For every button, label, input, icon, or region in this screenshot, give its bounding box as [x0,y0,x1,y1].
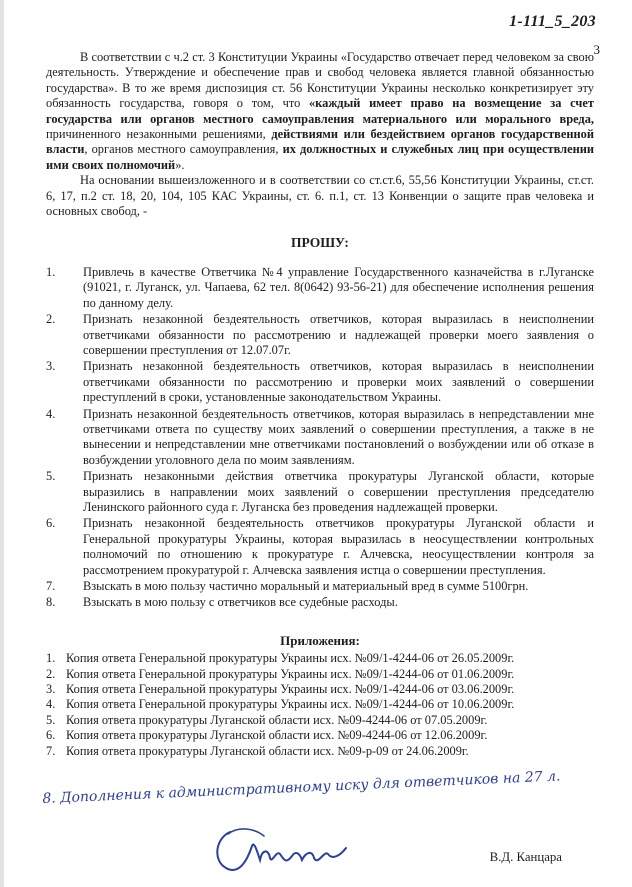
emphasis-text: действиями или бездействием органов государственной власти [46,127,594,157]
item-text: Копия ответа прокуратуры Луганской области исх. №09-4244-06 от 12.06.2009г. [66,728,488,743]
document-id: 1-111_5_203 [509,13,596,30]
request-item [46,407,594,469]
item-text: Признать незаконной бездеятельность ответчиков, которая выразилась в неисполнении ответчиками обязанности по рассмотрению и проверки моих заявлений о совершении преступлений в сроки, установленные законодательством Украины. [83,359,594,405]
attachment-item [46,713,594,728]
constitution-paragraph [46,50,594,173]
item-text: Копия ответа Генеральной прокуратуры Украины исх. №09/1-4244-06 от 26.05.2009г. [66,651,515,666]
paragraph-text: В соответствии с ч.2 ст. 3 Конституции Украины «Государство отвечает перед человеком за свою деятельность. Утверждение и обеспечение прав и свобод человека является главной обязанностью государства». В то же время диспозиция ст. 56 Конституции Украины несколько конкретизирует эту обязанность государства, говоря о том, что [46,50,594,111]
signature-stroke [217,832,346,870]
signature-mark [208,820,378,880]
scan-edge [0,0,4,887]
request-item [46,312,594,358]
request-list [46,265,594,611]
attachments-heading: Приложения: [280,632,360,648]
item-text: Взыскать в мою пользу с ответчиков все судебные расходы. [83,595,398,610]
item-number: 1. [46,651,56,666]
item-number: 7. [46,579,56,593]
request-item [46,469,594,515]
item-text: Копия ответа Генеральной прокуратуры Украины исх. №09/1-4244-06 от 10.06.2009г. [66,697,515,712]
request-item [46,579,594,594]
item-text: Копия ответа прокуратуры Луганской области исх. №09-4244-06 от 07.05.2009г. [66,712,488,727]
document-body [46,50,594,759]
paragraph-text: , органов местного самоуправления, [84,142,283,157]
attachments-list [46,651,594,759]
handwritten-note: 8. Дополнения к административному иску для ответчиков на 27 л. [42,768,561,807]
emphasis-text: «каждый имеет право на возмещение за счет государства или органов местного самоуправления материального или морального вреда, [46,96,594,126]
item-text: Копия ответа Генеральной прокуратуры Украины исх. №09/1-4244-06 от 01.06.2009г. [66,666,515,681]
item-number: 6. [46,516,56,531]
attachment-item [46,728,594,743]
item-text: Признать незаконной бездеятельность ответчиков прокуратуры Луганской области и Генеральной прокуратуры Украины, которая выразилась в неосуществлении контрольных полномочий по отношению к прокуратуре г. Алчевска, неосуществлении контроля за рассмотрением прокуратурой г. Алчевска заявления истца о совершении преступления. [83,516,594,577]
signature-stroke [228,829,264,836]
item-number: 4. [46,406,56,421]
attachment-item [46,667,594,682]
item-number: 7. [46,743,56,758]
item-number: 2. [46,312,56,327]
item-number: 2. [46,666,56,681]
signer-name: В.Д. Канцара [489,850,562,864]
item-text: Копия ответа Генеральной прокуратуры Украины исх. №09/1-4244-06 от 03.06.2009г. [66,682,515,697]
item-number: 6. [46,728,56,743]
request-item [46,516,594,578]
request-item [46,595,594,610]
item-number: 1. [46,264,56,279]
request-item [46,359,594,405]
item-number: 4. [46,697,56,712]
request-heading: ПРОШУ: [291,235,349,251]
item-number: 8. [46,595,56,610]
request-item [46,265,594,311]
item-number: 3. [46,682,56,697]
item-number: 5. [46,712,56,727]
item-number: 5. [46,469,56,484]
item-text: Признать незаконной бездеятельность ответчиков, которая выразилась в непредставлении мне ответчиками ответа по существу моих заявлений о совершении преступления, а также в не вынесении и непредставлении мне ответчиками постановлений о возбуждении или об отказе в возбуждении уголовного дела по моим заявлениям. [83,406,594,467]
attachment-item [46,744,594,759]
paragraph-text: причиненного незаконными решениями, [46,127,272,142]
paragraph-text: ». [175,157,185,172]
emphasis-text: их должностных и служебных лиц при осуществлении ими своих полномочий [46,142,594,172]
item-text: Признать незаконной бездеятельность ответчиков, которая выразилась в неисполнении ответчиками обязанности по рассмотрению и надлежащей проверки моего заявления о совершении преступления от 12.07.07г. [83,312,594,357]
item-text: Признать незаконными действия ответчика прокуратуры Луганской области, которые выразились в направлении моих заявлений о совершении преступления председателю Ленинского районного суда г. Луганска без проведения надлежащей проверки. [83,469,594,514]
item-text: Привлечь в качестве Ответчика №4 управление Государственного казначейства в г.Луганске (91021, г. Луганск, ул. Чапаева, 62 тел. 8(0642) 93-56-21) для обеспечение исполнения решения по данному делу. [83,264,594,310]
attachment-item [46,651,594,666]
item-text: Копия ответа прокуратуры Луганской области исх. №09-р-09 от 24.06.2009г. [66,743,469,758]
item-number: 3. [46,359,56,374]
basis-paragraph: На основании вышеизложенного и в соответствии со ст.ст.6, 55,56 Конституции Украины, ст.ст. 6, 17, п.2 ст. 18, 20, 104, 105 КАС Украины, ст. 6. п.1, ст. 13 Конвенции о защите прав человека и основных свобод, - [46,173,594,219]
page-number: 3 [593,42,600,57]
attachment-item [46,697,594,712]
attachment-item [46,682,594,697]
item-text: Взыскать в мою пользу частично моральный и материальный вред в сумме 5100грн. [83,579,529,593]
